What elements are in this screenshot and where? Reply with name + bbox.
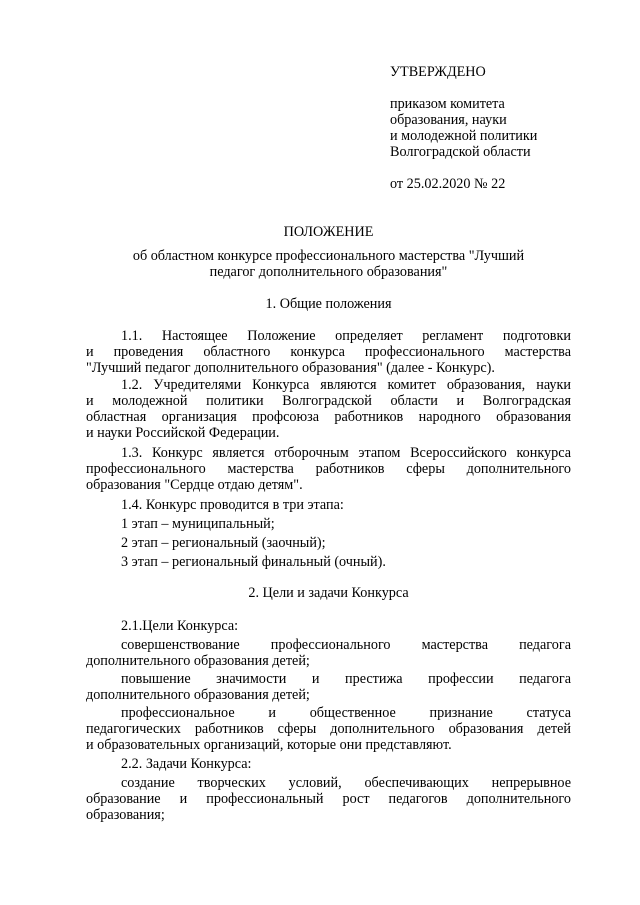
section-heading: 1. Общие положения <box>265 296 392 312</box>
approval-line: приказом комитета <box>390 96 505 112</box>
paragraph-line: дополнительного образования детей; <box>86 687 310 703</box>
paragraph-line: 2.2. Задачи Конкурса: <box>121 756 252 772</box>
paragraph-line: 1.1. Настоящее Положение определяет регламент подготовки <box>121 328 571 344</box>
paragraph-line: образования; <box>86 807 165 823</box>
paragraph-line: совершенствование профессионального мастерства педагога <box>121 637 571 653</box>
stage-item: 1 этап – муниципальный; <box>121 516 275 532</box>
approval-line: Волгоградской области <box>390 144 531 160</box>
paragraph-line: "Лучший педагог дополнительного образования" (далее - Конкурс). <box>86 360 495 376</box>
paragraph-line: повышение значимости и престижа профессии педагога <box>121 671 571 687</box>
doc-title: ПОЛОЖЕНИЕ <box>283 224 374 240</box>
approval-title: УТВЕРЖДЕНО <box>390 64 486 80</box>
paragraph-line: и молодежной политики Волгоградской области и Волгоградская <box>86 393 571 409</box>
paragraph-line: и науки Российской Федерации. <box>86 425 280 441</box>
paragraph-line: профессиональное и общественное признание статуса <box>121 705 571 721</box>
section-heading: 2. Цели и задачи Конкурса <box>248 585 409 601</box>
paragraph-line: 1.4. Конкурс проводится в три этапа: <box>121 497 344 513</box>
paragraph-line: образования "Сердце отдаю детям". <box>86 477 303 493</box>
stage-item: 3 этап – региональный финальный (очный). <box>121 554 386 570</box>
paragraph-line: образование и профессиональный рост педагогов дополнительного <box>86 791 571 807</box>
paragraph-line: и проведения областного конкурса профессионального мастерства <box>86 344 571 360</box>
approval-date: от 25.02.2020 № 22 <box>390 176 506 192</box>
paragraph-line: 2.1.Цели Конкурса: <box>121 618 239 634</box>
paragraph-line: 1.3. Конкурс является отборочным этапом Всероссийского конкурса <box>121 445 571 461</box>
paragraph-line: дополнительного образования детей; <box>86 653 310 669</box>
paragraph-line: 1.2. Учредителями Конкурса являются комитет образования, науки <box>121 377 571 393</box>
paragraph-line: создание творческих условий, обеспечивающих непрерывное <box>121 775 571 791</box>
stage-item: 2 этап – региональный (заочный); <box>121 535 326 551</box>
approval-line: образования, науки <box>390 112 507 128</box>
doc-subtitle-line: об областном конкурсе профессионального мастерства "Лучший <box>132 248 525 264</box>
paragraph-line: областная организация профсоюза работников народного образования <box>86 409 571 425</box>
paragraph-line: педагогических работников сферы дополнительного образования детей <box>86 721 571 737</box>
approval-line: и молодежной политики <box>390 128 538 144</box>
paragraph-line: профессионального мастерства работников сферы дополнительного <box>86 461 571 477</box>
paragraph-line: и образовательных организаций, которые они представляют. <box>86 737 452 753</box>
doc-subtitle-line: педагог дополнительного образования" <box>209 264 448 280</box>
